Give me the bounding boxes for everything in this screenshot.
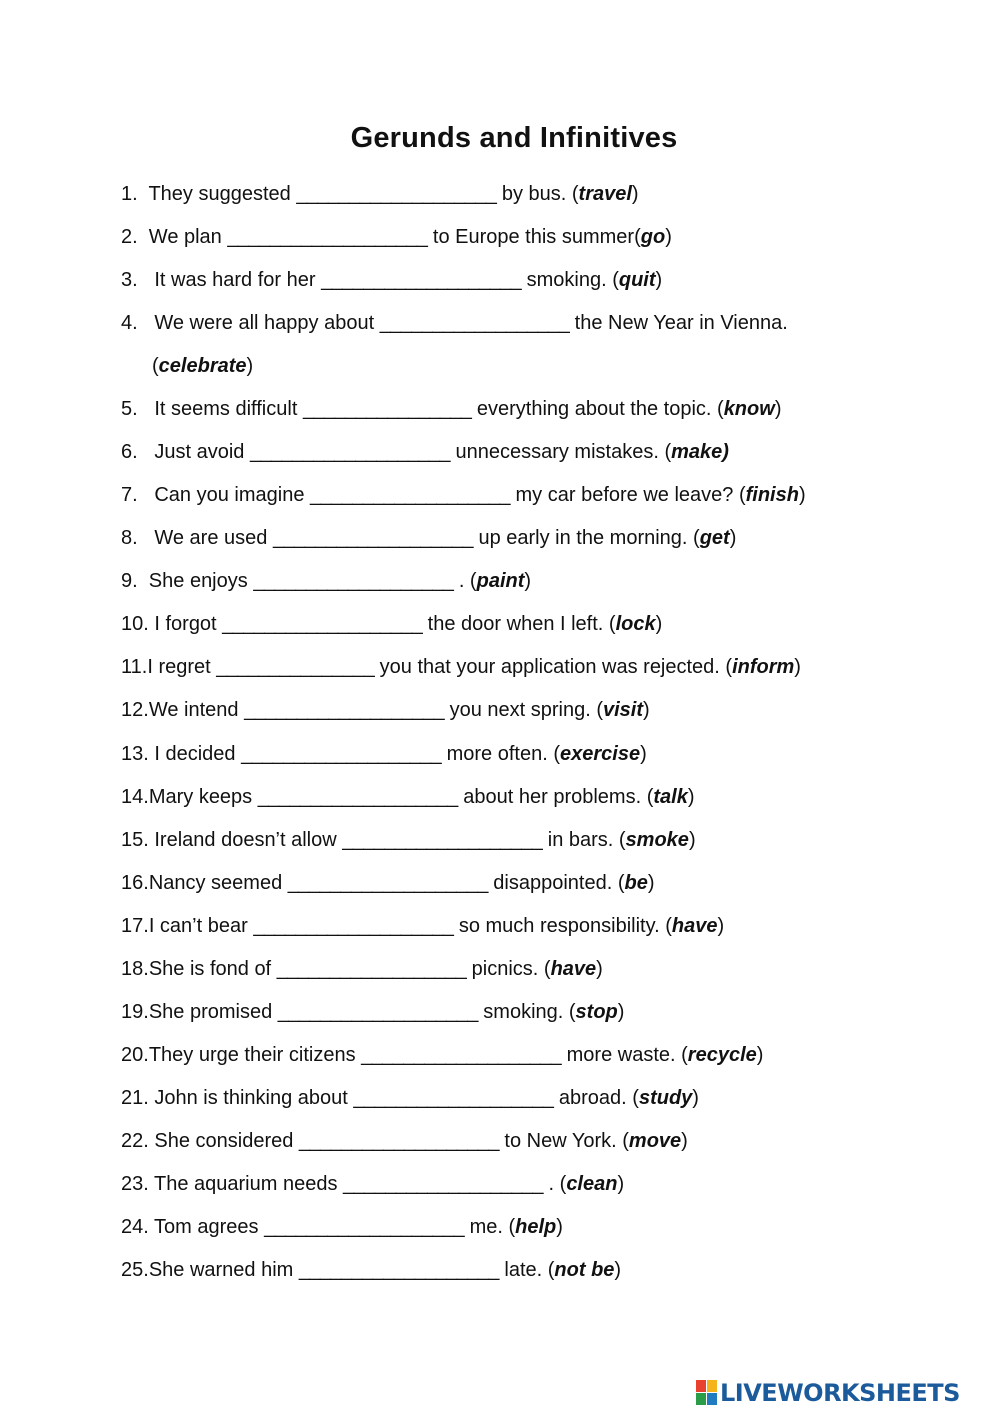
answer-blank[interactable]: ___________________: [241, 743, 442, 765]
answer-blank[interactable]: ___________________: [342, 829, 543, 851]
exercise-text-after: smoking. (: [521, 269, 619, 291]
verb-hint: inform: [732, 656, 795, 678]
exercise-number: 20.: [121, 1044, 149, 1066]
exercise-number: 17.: [121, 915, 149, 937]
exercise-text-before: It seems difficult: [154, 398, 303, 420]
exercise-line: [121, 695, 650, 725]
exercise-line: [121, 265, 662, 295]
exercise-text-after: abroad. (: [553, 1087, 639, 1109]
answer-blank[interactable]: ___________________: [287, 872, 488, 894]
exercise-text-after: smoking. (: [477, 1001, 576, 1023]
exercise-line: [121, 523, 736, 553]
exercise-text-after: everything about the topic. (: [471, 398, 724, 420]
exercise-line: [121, 480, 806, 510]
closing-paren: ): [794, 656, 801, 678]
liveworksheets-logo-icon: [696, 1380, 718, 1406]
answer-blank[interactable]: ___________________: [227, 226, 428, 248]
closing-paren: ): [617, 1173, 625, 1195]
verb-hint: recycle: [687, 1044, 757, 1066]
closing-paren: ): [687, 786, 695, 808]
closing-paren: ): [717, 915, 725, 937]
closing-paren: ): [614, 1259, 622, 1281]
exercise-text-before: They suggested: [148, 183, 297, 205]
closing-paren: ): [774, 398, 782, 420]
exercise-text-before: She warned him: [148, 1259, 299, 1281]
exercise-text-before: She is fond of: [148, 958, 277, 980]
verb-hint: study: [638, 1087, 693, 1109]
exercise-text-before: They urge their citizens: [148, 1044, 362, 1066]
verb-hint: talk: [653, 786, 688, 808]
answer-blank[interactable]: ___________________: [253, 570, 454, 592]
verb-hint: move: [628, 1130, 682, 1152]
answer-blank[interactable]: ___________________: [249, 441, 450, 463]
exercise-number: 5.: [121, 398, 155, 420]
exercise-text-before: (: [152, 355, 159, 377]
exercise-line: [121, 1169, 624, 1199]
exercise-text-before: She enjoys: [148, 570, 254, 592]
verb-hint: smoke: [625, 829, 689, 851]
verb-hint: finish: [745, 484, 799, 506]
answer-blank[interactable]: ___________________: [264, 1216, 465, 1238]
closing-paren: ): [647, 872, 655, 894]
exercise-text-after: the New Year in Vienna.: [569, 312, 788, 334]
closing-paren: ): [617, 1001, 625, 1023]
closing-paren: ): [665, 226, 672, 248]
exercise-number: 3.: [121, 269, 155, 291]
exercise-number: 24.: [121, 1216, 154, 1238]
exercise-line: [121, 954, 603, 984]
exercise-text-before: We intend: [148, 699, 245, 721]
exercise-line: [121, 997, 624, 1027]
exercise-text-after: unnecessary mistakes. (: [449, 441, 672, 463]
verb-hint: stop: [575, 1001, 618, 1023]
verb-hint: quit: [618, 269, 656, 291]
closing-paren: ): [756, 1044, 764, 1066]
exercise-number: 19.: [121, 1001, 149, 1023]
answer-blank[interactable]: ___________________: [244, 699, 445, 721]
exercise-text-after: so much responsibility. (: [453, 915, 672, 937]
verb-hint: paint: [476, 570, 525, 592]
closing-paren: ): [798, 484, 806, 506]
logo-tile: [696, 1393, 706, 1405]
verb-hint: know: [723, 398, 775, 420]
closing-paren: ): [692, 1087, 699, 1109]
exercise-text-before: I can’t bear: [148, 915, 254, 937]
verb-hint: get: [699, 527, 730, 549]
exercise-text-after: you that your application was rejected. (: [374, 656, 733, 678]
exercise-line: [152, 351, 253, 381]
answer-blank[interactable]: ___________________: [361, 1044, 562, 1066]
exercise-text-after: . (: [453, 570, 477, 592]
exercise-number: 22.: [121, 1130, 155, 1152]
exercise-line: [121, 179, 639, 209]
exercise-number: 1.: [121, 183, 149, 205]
exercise-number: 2.: [121, 226, 149, 248]
verb-hint: have: [671, 915, 718, 937]
exercise-number: 8.: [121, 527, 155, 549]
exercise-number: 16.: [121, 872, 149, 894]
exercise-text-before: I forgot: [154, 613, 223, 635]
exercise-number: 4.: [121, 312, 155, 334]
logo-tile: [696, 1380, 706, 1392]
liveworksheets-logo-text: LIVEWORKSHEETS: [720, 1379, 960, 1407]
exercise-number: 15.: [121, 829, 155, 851]
closing-paren: ): [655, 269, 663, 291]
verb-hint: travel: [578, 183, 632, 205]
answer-blank[interactable]: ___________________: [321, 269, 522, 291]
exercise-number: 10.: [121, 613, 155, 635]
exercise-line: [121, 308, 788, 338]
exercise-line: [121, 782, 695, 812]
closing-paren: ): [729, 527, 737, 549]
exercise-line: [121, 652, 801, 682]
exercise-text-before: Nancy seemed: [148, 872, 288, 894]
answer-blank[interactable]: ___________________: [298, 1259, 499, 1281]
answer-blank[interactable]: ________________: [302, 398, 472, 420]
exercise-text-before: Can you imagine: [154, 484, 311, 506]
exercise-number: 6.: [121, 441, 155, 463]
verb-hint: help: [515, 1216, 557, 1238]
closing-paren: ): [688, 829, 696, 851]
answer-blank[interactable]: ___________________: [253, 915, 454, 937]
exercise-text-after: you next spring. (: [444, 699, 603, 721]
exercise-text-after: my car before we leave? (: [509, 484, 746, 506]
exercise-text-after: to Europe this summer(: [427, 226, 641, 248]
exercise-text-after: late. (: [498, 1259, 555, 1281]
verb-hint: celebrate: [158, 355, 247, 377]
exercise-number: 13.: [121, 743, 155, 765]
exercise-line: [121, 609, 662, 639]
closing-paren: ): [596, 958, 603, 980]
exercise-text-before: We plan: [148, 226, 228, 248]
answer-blank[interactable]: ___________________: [296, 183, 497, 205]
verb-hint: make): [671, 441, 729, 463]
verb-hint: lock: [615, 613, 656, 635]
exercise-text-before: Tom agrees: [154, 1216, 265, 1238]
closing-paren: ): [640, 743, 647, 765]
exercise-text-before: She considered: [154, 1130, 299, 1152]
exercise-text-after: about her problems. (: [457, 786, 654, 808]
exercise-line: [121, 1126, 688, 1156]
exercise-line: [121, 394, 781, 424]
answer-blank[interactable]: ___________________: [257, 786, 458, 808]
liveworksheets-logo: [696, 1378, 960, 1408]
closing-paren: ): [246, 355, 254, 377]
exercise-text-after: to New York. (: [498, 1130, 629, 1152]
exercise-line: [121, 739, 647, 769]
exercise-text-after: more often. (: [441, 743, 560, 765]
exercise-line: [121, 1040, 763, 1070]
exercise-text-after: in bars. (: [542, 829, 626, 851]
answer-blank[interactable]: ___________________: [353, 1087, 554, 1109]
exercise-text-before: The aquarium needs: [154, 1173, 344, 1195]
closing-paren: ): [556, 1216, 563, 1238]
exercise-text-before: We are used: [154, 527, 273, 549]
exercise-line: [121, 1083, 699, 1113]
exercise-text-before: John is thinking about: [154, 1087, 354, 1109]
exercise-number: 11.: [121, 656, 148, 678]
exercise-text-after: more waste. (: [561, 1044, 688, 1066]
exercise-text-after: picnics. (: [466, 958, 551, 980]
exercise-line: [121, 911, 724, 941]
exercise-number: 25.: [121, 1259, 149, 1281]
exercise-number: 23.: [121, 1173, 154, 1195]
exercise-number: 12.: [121, 699, 149, 721]
closing-paren: ): [524, 570, 532, 592]
worksheet-title: Gerunds and Infinitives: [350, 122, 678, 154]
answer-blank[interactable]: __________________: [379, 312, 570, 334]
exercise-text-before: We were all happy about: [154, 312, 380, 334]
answer-blank[interactable]: ___________________: [272, 527, 473, 549]
exercise-line: [121, 825, 696, 855]
exercise-text-before: I regret: [147, 656, 217, 678]
exercise-text-before: Mary keeps: [148, 786, 258, 808]
verb-hint: go: [640, 226, 666, 248]
exercise-line: [121, 1255, 621, 1285]
exercise-line: [121, 1212, 563, 1242]
answer-blank[interactable]: _______________: [216, 656, 375, 678]
exercise-line: [121, 222, 672, 252]
verb-hint: not be: [554, 1259, 615, 1281]
closing-paren: ): [631, 183, 639, 205]
exercise-text-after: by bus. (: [496, 183, 579, 205]
exercise-text-after: me. (: [464, 1216, 516, 1238]
answer-blank[interactable]: ___________________: [298, 1130, 499, 1152]
exercise-line: [121, 437, 729, 467]
closing-paren: ): [655, 613, 663, 635]
exercise-number: 9.: [121, 570, 149, 592]
exercise-line: [121, 868, 655, 898]
verb-hint: clean: [566, 1173, 618, 1195]
exercise-number: 14.: [121, 786, 149, 808]
verb-hint: have: [550, 958, 597, 980]
answer-blank[interactable]: __________________: [276, 958, 467, 980]
exercise-text-before: She promised: [148, 1001, 278, 1023]
exercise-line: [121, 566, 531, 596]
verb-hint: exercise: [559, 743, 641, 765]
logo-tile: [707, 1380, 717, 1392]
exercise-text-before: Ireland doesn’t allow: [154, 829, 343, 851]
logo-tile: [707, 1393, 717, 1405]
exercise-text-after: . (: [542, 1173, 567, 1195]
exercise-text-after: the door when I left. (: [422, 613, 616, 635]
exercise-number: 18.: [121, 958, 149, 980]
closing-paren: ): [643, 699, 650, 721]
exercise-number: 21.: [121, 1087, 155, 1109]
exercise-text-after: up early in the morning. (: [472, 527, 700, 549]
answer-blank[interactable]: ___________________: [310, 484, 510, 506]
exercise-text-after: disappointed. (: [487, 872, 625, 894]
answer-blank[interactable]: ___________________: [343, 1173, 543, 1195]
exercise-text-before: I decided: [154, 743, 242, 765]
exercise-text-before: Just avoid: [154, 441, 250, 463]
verb-hint: be: [624, 872, 648, 894]
answer-blank[interactable]: ___________________: [277, 1001, 478, 1023]
verb-hint: visit: [602, 699, 644, 721]
answer-blank[interactable]: ___________________: [222, 613, 423, 635]
closing-paren: ): [681, 1130, 688, 1152]
exercise-text-before: It was hard for her: [154, 269, 322, 291]
exercise-number: 7.: [121, 484, 155, 506]
